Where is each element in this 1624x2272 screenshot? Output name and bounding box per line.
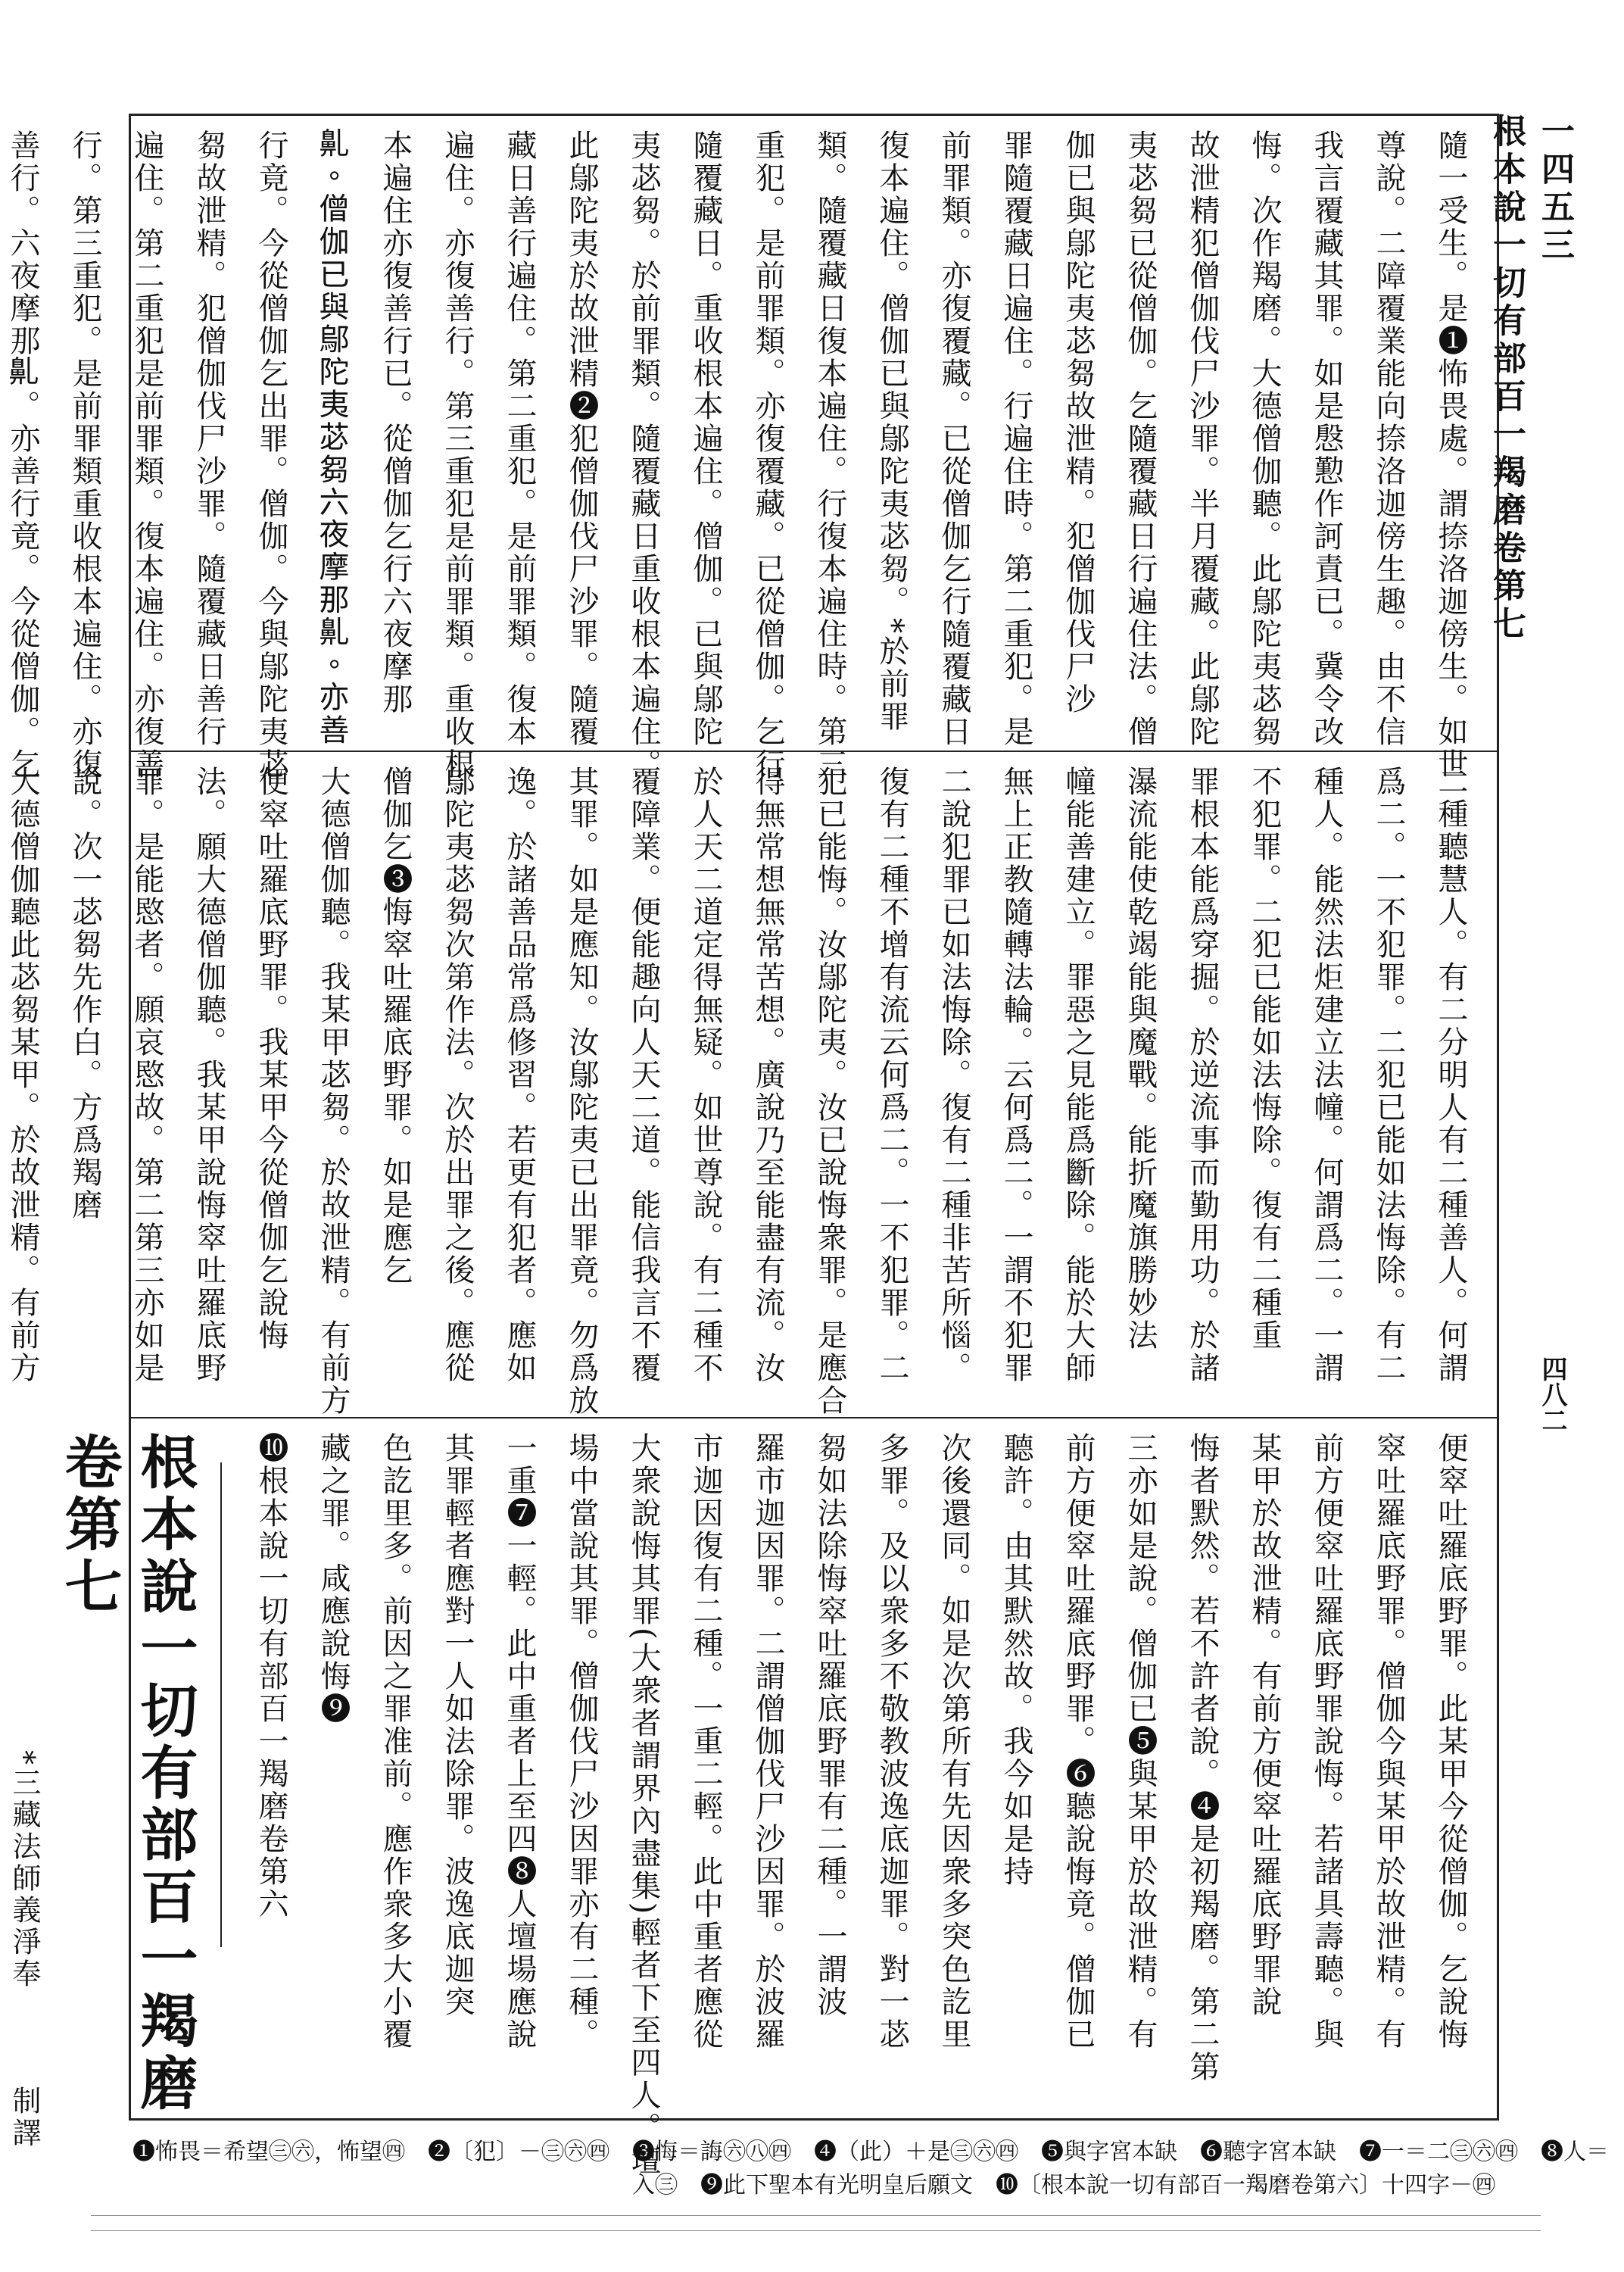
text-column: 前方便窣吐羅底野罪。❻聽說悔竟。僧伽已 — [1061, 1432, 1096, 2051]
text-column: 場中當說其罪。僧伽伐尸沙因罪亦有二種。 — [564, 1432, 599, 2051]
text-column: 罪根本能爲穿掘。於逆流事而勤用功。於諸 — [1185, 766, 1220, 1384]
text-column: 前罪類。亦復覆藏。已從僧伽乞行隨覆藏日 — [937, 130, 971, 748]
fascicle-title: 根本說一切有部百一羯磨 — [131, 1432, 198, 2115]
text-column: 大德僧伽聽。我某甲苾芻。於故泄精。有前方 — [316, 766, 351, 1417]
text-column: 便窣吐羅底野罪。我某甲今從僧伽乞說悔 — [254, 766, 288, 1352]
bottom-rule — [91, 2215, 1541, 2216]
text-column: 一重❼一輕。此中重者上至四❽人壇場應說 — [502, 1432, 537, 2051]
text-column: 無上正教隨轉法輪。云何爲二。一謂不犯罪 — [999, 766, 1033, 1384]
text-column: 種人。能然法炬建立法幢。何謂爲二。一謂 — [1309, 766, 1344, 1384]
fascicle-volume: 卷第七 — [55, 1432, 123, 1618]
text-column: 某甲於故泄精。有前方便窣吐羅底野罪說 — [1247, 1432, 1282, 2018]
fascicle-end-line: ❿根本說一切有部百一羯磨卷第六 — [254, 1432, 288, 1921]
text-column: 悔。次作羯磨。大德僧伽聽。此鄔陀夷苾芻 — [1247, 130, 1282, 748]
text-column: 隨覆藏日。重收根本遍住。僧伽。已與鄔陀 — [688, 130, 723, 748]
text-column: 幢能善建立。罪惡之見能爲斷除。能於大師 — [1061, 766, 1096, 1384]
text-column: 次後還同。如是次第所有先因衆多突色訖里 — [937, 1432, 971, 2051]
text-column: 覆障業。便能趣向人天二道。能信我言不覆 — [626, 766, 661, 1384]
text-column: 前方便窣吐羅底野罪說悔。若諸具壽聽。與 — [1309, 1432, 1344, 2051]
text-column: 其罪。如是應知。汝鄔陀夷已出罪竟。勿爲放 — [564, 766, 599, 1417]
text-column: 二種聽慧人。有二分明人有二種善人。何謂 — [1433, 766, 1468, 1384]
text-column: 不犯罪。二犯已能如法悔除。復有二種重 — [1247, 766, 1282, 1352]
text-column: 多罪。及以衆多不敬教波逸底迦罪。對一苾 — [874, 1432, 909, 2051]
text-band-top — [5, 116, 1497, 781]
text-column: 本遍住亦復善行已。從僧伽乞行六夜摩那 — [378, 130, 413, 716]
text-column: 故泄精犯僧伽伐尸沙罪。半月覆藏。此鄔陀 — [1185, 130, 1220, 748]
text-column: 聽許。由其默然故。我今如是持 — [999, 1432, 1033, 1888]
footnote-line: ❶怖畏＝希望㊂㊅，怖望㊃ ❷〔犯〕－㊂㊅㊃ ❸悔＝誨㊅㊇㊃ ❹（此）＋是㊂㊅㊃ ❺與字宮本缺 ❻聽字宮本缺 ❼一＝二㊂㊅㊃ ❽人＝ — [132, 2139, 1609, 2165]
text-column: 大德僧伽聽此苾芻某甲。於故泄精。有前方 — [5, 766, 40, 1384]
text-column: 窣吐羅底野罪。僧伽今與某甲於故泄精。有 — [1371, 1432, 1406, 2051]
text-column: 色訖里多。前因之罪准前。應作衆多大小覆 — [378, 1432, 413, 2051]
text-column: 行竟。今從僧伽乞出罪。僧伽。今與鄔陀夷苾 — [254, 130, 288, 781]
text-column: 悔者默然。若不許者說。❹是初羯磨。第二第 — [1185, 1432, 1220, 2083]
text-column: 便窣吐羅底野罪。此某甲今從僧伽。乞說悔 — [1433, 1432, 1468, 2051]
text-column: 僧伽乞❸悔窣吐羅底野罪。如是應乞 — [378, 766, 413, 1287]
text-column: 市迦因復有二種。一重二輕。此中重者應從 — [688, 1432, 723, 2051]
text-column: 夷苾芻已從僧伽。乞隨覆藏日行遍住法。僧 — [1123, 130, 1158, 748]
text-column: 鄔陀夷苾芻次第作法。次於出罪之後。應從 — [440, 766, 475, 1384]
text-column: 我言覆藏其罪。如是慇懃作訶責已。冀令改 — [1309, 130, 1344, 748]
text-column: 復本遍住。僧伽已與鄔陀夷苾芻。*於前罪 — [874, 130, 909, 733]
bottom-rule — [91, 2230, 1541, 2231]
text-column: 大衆說悔其罪(大衆者謂界內盡集)輕者下至四人。壇 — [626, 1432, 661, 2177]
text-column: 善行。六夜摩那𪖐。亦善行竟。今從僧伽。乞 — [5, 130, 40, 781]
text-column: 藏之罪。咸應說悔❾ — [316, 1432, 351, 1725]
text-column: 藏日善行遍住。第二重犯。是前罪類。復本 — [502, 130, 537, 748]
text-column: 伽已與鄔陀夷苾芻故泄精。犯僧伽伐尸沙 — [1061, 130, 1096, 716]
text-column: 遍住。亦復善行。第三重犯是前罪類。重收根 — [440, 130, 475, 781]
running-header — [1487, 114, 1579, 644]
text-column: 夷苾芻。於前罪類。隨覆藏日重收根本遍住。 — [626, 130, 661, 781]
text-column: 隨一受生。是❶怖畏處。謂捺洛迦傍生。如世 — [1433, 130, 1468, 781]
text-column: 其罪輕者應對一人如法除罪。波逸底迦突 — [440, 1432, 475, 2018]
text-column: 重犯。是前罪類。亦復覆藏。已從僧伽。乞行 — [750, 130, 785, 781]
text-column: 說。次一苾芻先作白。方爲羯磨 — [67, 766, 102, 1222]
text-column: 遍住。第二重犯是前罪類。復本遍住。亦復善 — [129, 130, 164, 781]
text-column: 罪隨覆藏日遍住。行遍住時。第二重犯。是 — [999, 130, 1033, 748]
text-column: 得無常想無常苦想。廣說乃至能盡有流。汝 — [750, 766, 785, 1384]
text-column: 行。第三重犯。是前罪類重收根本遍住。亦復 — [67, 130, 102, 781]
footnote-line: 入㊂ ❾此下聖本有光明皇后願文 ❿〔根本說一切有部百一羯磨卷第六〕十四字－㊃ — [632, 2172, 1495, 2199]
text-column: 法。願大德僧伽聽。我某甲說悔窣吐羅底野 — [192, 766, 226, 1384]
text-column: 𪖐。僧伽已與鄔陀夷苾芻六夜摩那𪖐。亦善 — [316, 130, 351, 748]
text-column: 逸。於諸善品常爲修習。若更有犯者。應如 — [502, 766, 537, 1384]
text-column: 復有二種不增有流云何爲二。一不犯罪。二 — [874, 766, 909, 1384]
running-title: 根本說一切有部百一羯磨卷第七 — [1487, 114, 1526, 644]
text-column: 芻如法除悔窣吐羅底野罪有二種。一謂波 — [812, 1432, 847, 2018]
text-column: 尊說。二障覆業能向捺洛迦傍生趣。由不信 — [1371, 130, 1406, 748]
title-divider — [220, 1462, 222, 1947]
text-column: 芻故泄精。犯僧伽伐尸沙罪。隨覆藏日善行 — [192, 130, 226, 748]
text-column: 罪。是能愍者。願哀愍故。第二第三亦如是 — [129, 766, 164, 1384]
text-column: 二說犯罪已如法悔除。復有二種非苦所惱。 — [937, 766, 971, 1384]
text-band-middle — [5, 752, 1497, 1418]
text-column: 此鄔陀夷於故泄精❷犯僧伽伐尸沙罪。隨覆 — [564, 130, 599, 748]
translator-line: *三藏法師義淨奉 制譯 — [8, 1750, 41, 2149]
text-column: 類。隨覆藏日復本遍住。行復本遍住時。第三 — [812, 130, 847, 781]
text-column: 爲二。一不犯罪。二犯已能如法悔除。有二 — [1371, 766, 1406, 1384]
text-column: 犯已能悔。汝鄔陀夷。汝已說悔衆罪。是應合 — [812, 766, 847, 1417]
text-column: 瀑流能使乾竭能與魔戰。能折魔旗勝妙法 — [1123, 766, 1158, 1352]
footnotes — [132, 2136, 1609, 2202]
folio-number: 四八二 — [1537, 1356, 1567, 1433]
text-column: 三亦如是說。僧伽已❺與某甲於故泄精。有 — [1123, 1432, 1158, 2051]
text-column: 於人天二道定得無疑。如世尊說。有二種不 — [688, 766, 723, 1384]
page-number: 一四五三 — [1535, 114, 1574, 265]
text-column: 羅市迦因罪。二謂僧伽伐尸沙因罪。於波羅 — [750, 1432, 785, 2051]
